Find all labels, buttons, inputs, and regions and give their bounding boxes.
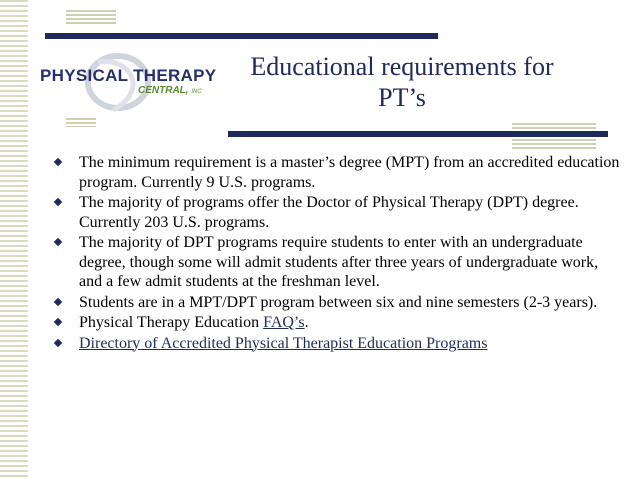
bullet-list: [54, 153, 624, 354]
bullet-diamond-icon: [54, 158, 62, 166]
bullet-text: The minimum requirement is a master’s degree (MPT) from an accredited education program. Currently 9 U.S. programs.: [79, 154, 620, 191]
slide-title-line2: PT’s: [378, 83, 426, 112]
slide-title: [212, 51, 592, 113]
bullet-item-dpt: [54, 193, 624, 232]
bullet-text: Students are in a MPT/DPT program between six and nine semesters (2-3 years).: [79, 293, 598, 311]
bullet-diamond-icon: [54, 338, 62, 346]
logo-name-line1: PHYSICAL THERAPY: [40, 66, 217, 85]
company-logo: [38, 52, 217, 116]
directory-link[interactable]: Directory of Accredited Physical Therapist Education Programs: [79, 334, 488, 352]
bullet-diamond-icon: [54, 198, 62, 206]
left-light-bar-decoration: [66, 118, 96, 127]
top-light-bar-decoration: [66, 10, 116, 24]
bullet-diamond-icon: [54, 297, 62, 305]
bullet-diamond-icon: [54, 318, 62, 326]
faq-prefix-text: Physical Therapy Education: [79, 314, 264, 331]
bullet-item-duration: [54, 293, 624, 313]
bottom-navy-bar-decoration: [228, 131, 608, 137]
bullet-text: The majority of programs offer the Doctor of Physical Therapy (DPT) degree. Currently 203 U.S. programs.: [79, 194, 579, 231]
faq-link[interactable]: FAQ’s: [263, 314, 305, 331]
bullet-item-faq: [54, 313, 624, 333]
logo-central-text: CENTRAL: [138, 85, 186, 96]
bullet-item-mpt: [54, 153, 624, 192]
top-navy-bar-decoration: [45, 33, 438, 39]
bullet-diamond-icon: [54, 238, 62, 246]
slide-title-line1: Educational requirements for: [250, 52, 554, 81]
logo-inc-text: INC: [191, 89, 202, 95]
bullet-text: The majority of DPT programs require students to enter with an undergraduate degree, though some will admit students after three years of undergraduate work, and a few admit students at the freshman level.: [79, 234, 599, 290]
logo-name-line2: CENTRAL, INC: [138, 85, 202, 96]
faq-suffix-text: .: [304, 314, 309, 331]
bullet-item-admission: [54, 233, 624, 292]
bullet-item-directory: [54, 334, 624, 354]
left-stripe-decoration: [0, 0, 28, 479]
